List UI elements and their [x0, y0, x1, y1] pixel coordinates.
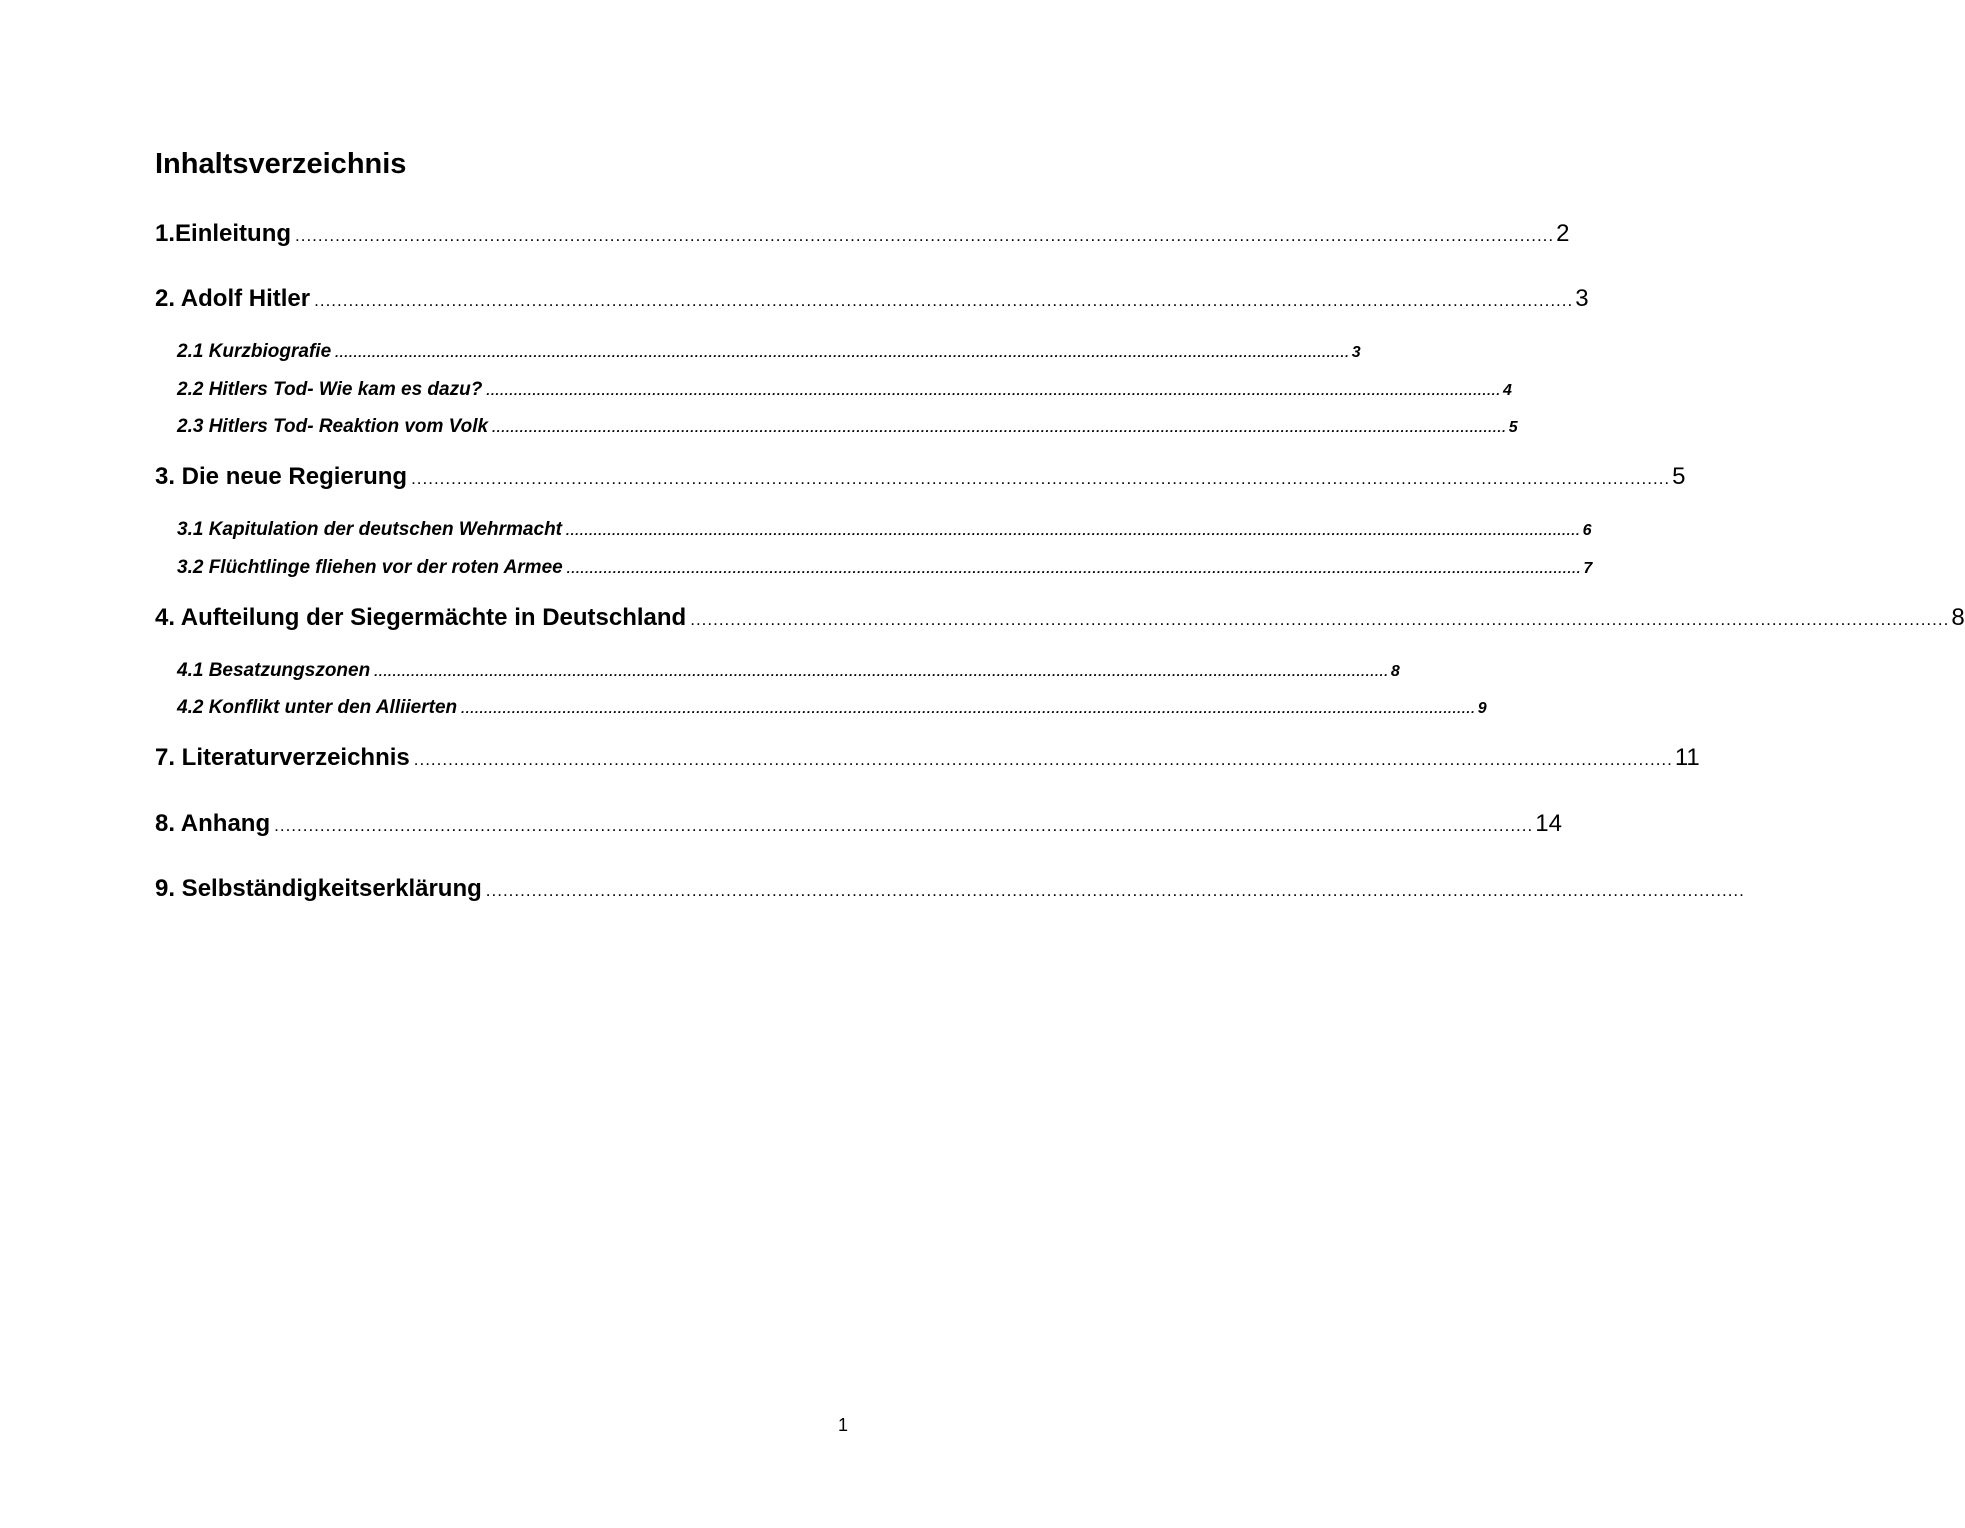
toc-leader-dots: ............................................................................................................................................................................................................................: [374, 664, 1389, 679]
toc-entry-label: 8. Anhang: [155, 810, 271, 837]
toc-entry-label: 1.Einleitung: [155, 220, 292, 247]
toc-entry-label: 7. Literaturverzeichnis: [155, 744, 410, 771]
toc-entry-page: 8: [1390, 663, 1400, 680]
toc-leader-dots: ............................................................................................................................................................................................................................: [413, 750, 1673, 769]
toc-entry-label: 4.2 Konflikt unter den Alliierten: [177, 697, 458, 718]
toc-entry-hitlers-tod-reaktion[interactable]: [177, 415, 1518, 440]
toc-entry-page: 5: [1508, 419, 1518, 436]
toc-leader-dots: ............................................................................................................................................................................................................................: [566, 561, 1582, 576]
toc-entry-label: 3.1 Kapitulation der deutschen Wehrmacht: [177, 519, 563, 540]
toc-entry-page: 8: [1951, 604, 1965, 631]
toc-entry-label: 2.2 Hitlers Tod- Wie kam es dazu?: [177, 379, 483, 400]
toc-entry-page: 2: [1556, 220, 1570, 247]
toc-entry-kapitulation[interactable]: [177, 518, 1592, 543]
toc-entry-kurzbiografie[interactable]: [177, 340, 1361, 365]
page-number: 1: [837, 1415, 848, 1435]
toc-leader-dots: ............................................................................................................................................................................................................................: [486, 383, 1501, 398]
toc-entry-page: 11: [1674, 744, 1700, 771]
toc-entry-page: 3: [1351, 344, 1361, 361]
toc-entry-label: 3.2 Flüchtlinge fliehen vor der roten Armee: [177, 557, 563, 578]
toc-entry-neue-regierung[interactable]: [155, 462, 1686, 494]
toc-entry-einleitung[interactable]: [155, 219, 1570, 251]
toc-entry-label: 9. Selbständigkeitserklärung: [155, 875, 482, 902]
toc-entry-label: 4. Aufteilung der Siegermächte in Deutschland: [155, 604, 687, 631]
toc-leader-dots: ............................................................................................................................................................................................................................: [485, 881, 1745, 900]
toc-entry-page: 6: [1582, 522, 1592, 539]
toc-leader-dots: ............................................................................................................................................................................................................................: [335, 345, 1350, 360]
toc-entry-page: 4: [1502, 382, 1512, 399]
toc-entry-label: 3. Die neue Regierung: [155, 463, 408, 490]
toc-leader-dots: ............................................................................................................................................................................................................................: [295, 226, 1555, 245]
toc-entry-selbstaendigkeitserklaerung[interactable]: [155, 874, 1745, 906]
toc-leader-dots: ............................................................................................................................................................................................................................: [274, 816, 1534, 835]
toc-entry-label: 4.1 Besatzungszonen: [177, 660, 371, 681]
toc-leader-dots: ............................................................................................................................................................................................................................: [314, 291, 1574, 310]
toc-leader-dots: ............................................................................................................................................................................................................................: [461, 701, 1476, 716]
toc-entry-page: 14: [1535, 810, 1562, 837]
page-title: Inhaltsverzeichnis: [155, 148, 407, 180]
toc-entry-konflikt[interactable]: [177, 696, 1487, 721]
toc-leader-dots: ............................................................................................................................................................................................................................: [566, 523, 1581, 538]
toc-entry-literaturverzeichnis[interactable]: [155, 743, 1700, 775]
toc-leader-dots: ............................................................................................................................................................................................................................: [492, 420, 1507, 435]
toc-leader-dots: ............................................................................................................................................................................................................................: [411, 469, 1671, 488]
toc-entry-anhang[interactable]: [155, 809, 1562, 841]
toc-entry-label: 2. Adolf Hitler: [155, 285, 311, 312]
toc-entry-page: 7: [1583, 560, 1593, 577]
toc-entry-hitlers-tod-dazu[interactable]: [177, 378, 1512, 403]
toc-entry-label: 2.1 Kurzbiografie: [177, 341, 332, 362]
toc-entry-page: 5: [1672, 463, 1686, 490]
toc-leader-dots: ............................................................................................................................................................................................................................: [690, 610, 1950, 629]
toc-entry-fluechtlinge[interactable]: [177, 556, 1593, 581]
toc-entry-adolf-hitler[interactable]: [155, 284, 1589, 316]
toc-entry-aufteilung[interactable]: [155, 603, 1965, 635]
toc-entry-page: 9: [1477, 700, 1487, 717]
toc-entry-label: 2.3 Hitlers Tod- Reaktion vom Volk: [177, 416, 489, 437]
toc-entry-page: 3: [1575, 285, 1589, 312]
toc-entry-besatzungszonen[interactable]: [177, 659, 1400, 684]
